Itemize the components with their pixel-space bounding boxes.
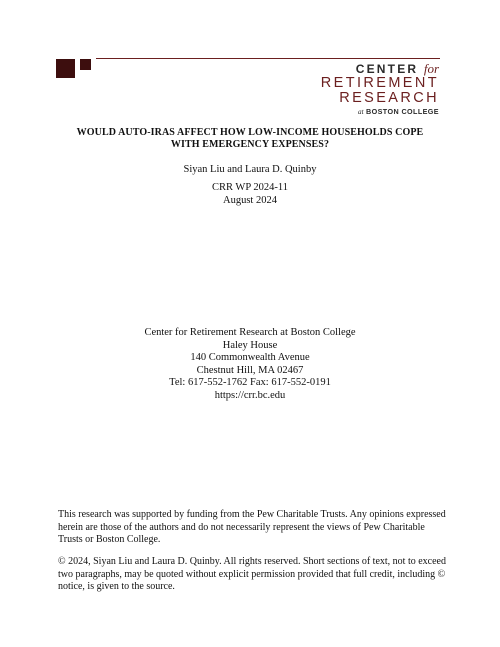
copyright-note: © 2024, Siyan Liu and Laura D. Quinby. All rights reserved. Short sections of text, not to exceed two paragraphs, may be quoted without explicit permission provided that full credit, including © notice, is given to the source. <box>58 556 446 592</box>
logo-line-retirement: RETIREMENT <box>320 75 439 91</box>
address-building: Haley House <box>222 339 278 351</box>
header-rule <box>96 58 440 59</box>
address-org: Center for Retirement Research at Boston College <box>144 327 356 338</box>
funding-note: This research was supported by funding from the Pew Charitable Trusts. Any opinions expressed herein are those of the authors and do not necessarily represent the views of Pew Charitable Trusts or Boston College. <box>58 509 446 545</box>
address-block <box>0 327 500 402</box>
logo-center-text: CENTER <box>355 62 419 76</box>
title-line-2: WITH EMERGENCY EXPENSES? <box>170 139 330 150</box>
working-paper-date: August 2024 <box>223 194 277 206</box>
logo-square-small <box>80 59 91 70</box>
crr-logo <box>299 62 439 117</box>
logo-line-research: RESEARCH <box>339 90 439 106</box>
paper-authors: Siyan Liu and Laura D. Quinby <box>183 164 317 175</box>
logo-at-text: at <box>358 108 364 116</box>
address-city: Chestnut Hill, MA 02467 <box>196 364 304 376</box>
logo-bc-text: BOSTON COLLEGE <box>366 107 439 116</box>
logo-for-text: for <box>423 61 439 76</box>
address-phone: Tel: 617-552-1762 Fax: 617-552-0191 <box>169 377 331 388</box>
working-paper-number: CRR WP 2024-11 <box>211 182 289 193</box>
working-paper-info <box>0 182 500 207</box>
logo-line-boston-college <box>299 107 439 117</box>
address-url[interactable]: https://crr.bc.edu <box>214 389 286 401</box>
logo-square-large <box>56 59 75 78</box>
address-street: 140 Commonwealth Avenue <box>190 352 310 363</box>
logo-line-center <box>299 62 439 76</box>
title-line-1: WOULD AUTO-IRAS AFFECT HOW LOW-INCOME HOUSEHOLDS COPE <box>76 127 424 138</box>
paper-title <box>0 127 500 151</box>
